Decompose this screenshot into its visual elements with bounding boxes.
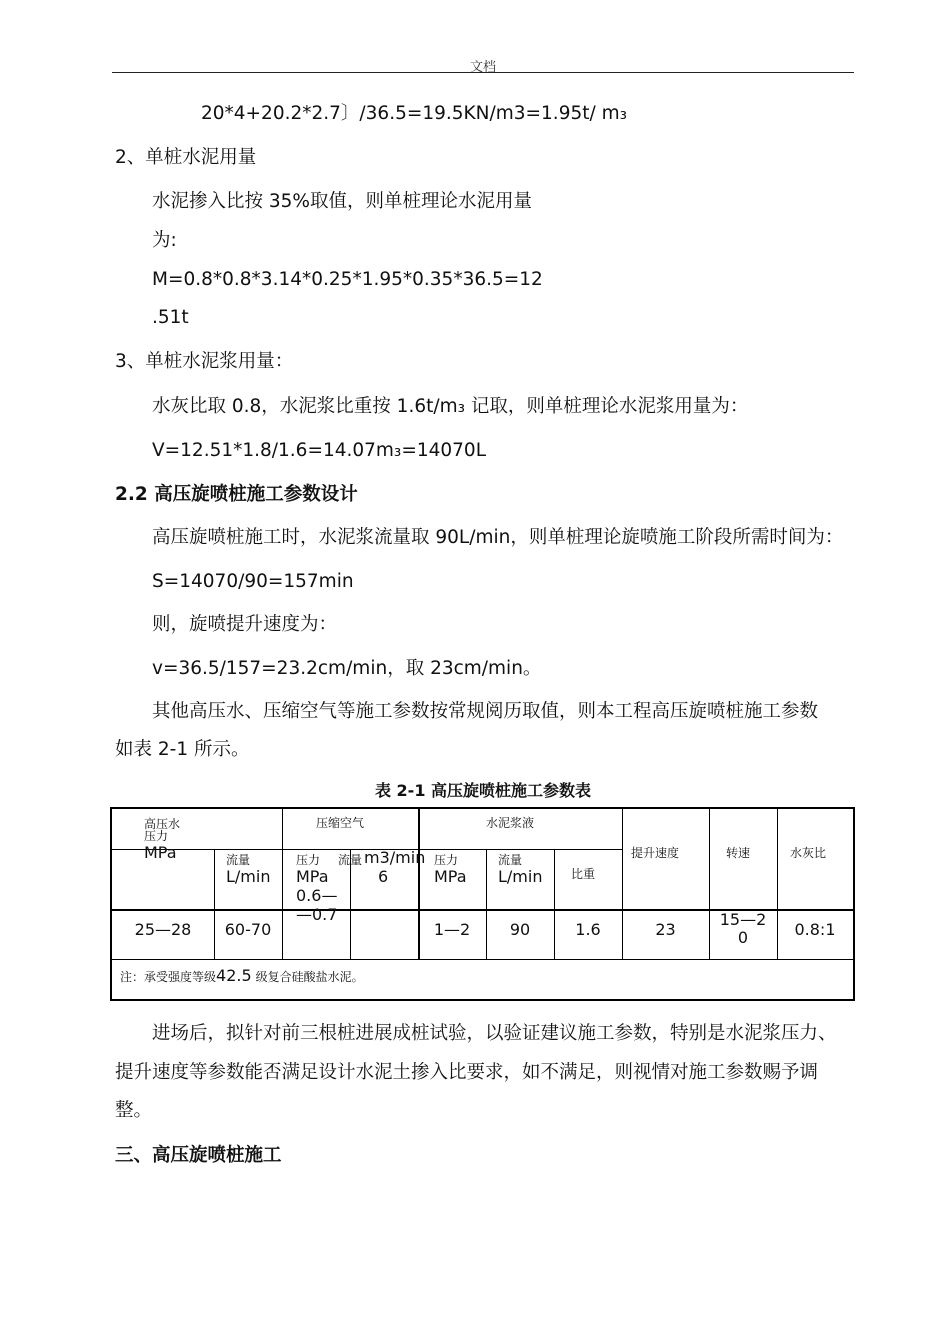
note-prefix: 注：承受强度等级 <box>120 970 217 984</box>
lift-speed-label: 提升速度 <box>631 846 680 860</box>
air-flow-value: 6 <box>378 867 389 886</box>
other-params-text-2: 如表 2-1 所示。 <box>115 739 250 760</box>
flow-text: 高压旋喷桩施工时，水泥浆流量取 90L/min，则单桩理论旋喷施工阶段所需时间为： <box>152 527 844 548</box>
cell-slurry-flow: 90 <box>509 920 531 939</box>
item-cement-amount: 2、单桩水泥用量 <box>115 147 257 168</box>
other-params-text: 其他高压水、压缩空气等施工参数按常规阅历取值，则本工程高压旋喷桩施工参数 <box>152 701 819 722</box>
cell-wc-ratio: 0.8:1 <box>794 920 836 939</box>
page-header <box>112 56 854 73</box>
cement-ratio-text-2: 为: <box>152 230 177 251</box>
slurry-pressure-unit: MPa <box>434 867 467 886</box>
cell-rotation: 15—2 <box>719 910 767 929</box>
slurry-flow-label: 流量 <box>498 853 523 867</box>
cell-rotation-2: 0 <box>737 928 749 947</box>
cell-density: 1.6 <box>575 920 601 939</box>
table-caption: 表 2-1 高压旋喷桩施工参数表 <box>374 781 592 800</box>
formula-lift-speed: v=36.5/157=23.2cm/min，取 23cm/min。 <box>152 658 542 679</box>
params-table <box>110 807 855 1001</box>
air-pressure-range-2: —0.7 <box>296 905 338 924</box>
hp-pressure-label: 压力 <box>144 829 169 843</box>
cell-hp-pressure: 25—28 <box>134 920 192 939</box>
hp-water-label: 高压水 <box>144 817 181 831</box>
trial-text-3: 整。 <box>115 1100 153 1121</box>
formula-cement-2: .51t <box>152 307 189 328</box>
air-pressure-unit: MPa <box>296 867 329 886</box>
hp-flow-label: 流量 <box>226 853 251 867</box>
slurry-ratio-text: 水灰比取 0.8，水泥浆比重按 1.6t/m₃ 记取，则单桩理论水泥浆用量为： <box>152 396 749 417</box>
header-title: 文档 <box>469 60 496 75</box>
slurry-flow-unit: L/min <box>498 867 543 886</box>
comp-air-label: 压缩空气 <box>316 816 365 830</box>
formula-cement: M=0.8*0.8*3.14*0.25*1.95*0.35*36.5=12 <box>152 269 543 290</box>
formula-density: 20*4+20.2*2.7〕/36.5=19.5KN/m3=1.95t/ m₃ <box>201 103 628 124</box>
formula-slurry: V=12.51*1.8/1.6=14.07m₃=14070L <box>152 440 487 461</box>
cell-lift-speed: 23 <box>655 920 676 939</box>
rule-row-bottom <box>112 959 853 960</box>
note-grade: 42.5 <box>216 966 252 985</box>
rule-v2 <box>282 809 283 959</box>
density-label: 比重 <box>571 867 596 881</box>
formula-time: S=14070/90=157min <box>152 571 354 592</box>
slurry-pressure-label: 压力 <box>434 853 459 867</box>
table-note <box>120 966 364 985</box>
rule-v1 <box>214 849 215 959</box>
cell-hp-flow: 60-70 <box>224 920 272 939</box>
lift-speed-text: 则，旋喷提升速度为： <box>152 614 338 635</box>
section-heading-2-2: 2.2 高压旋喷桩施工参数设计 <box>115 484 358 505</box>
cell-slurry-pressure: 1—2 <box>433 920 471 939</box>
trial-text: 进场后，拟针对前三根桩进展成桩试验，以验证建议施工参数，特别是水泥浆压力、 <box>152 1023 837 1044</box>
rotation-label: 转速 <box>726 846 751 860</box>
rule-v6 <box>554 849 555 959</box>
air-flow-unit: m3/min <box>364 848 426 867</box>
air-pressure-label: 压力 <box>296 853 321 867</box>
rule-v5 <box>486 849 487 959</box>
note-suffix: 级复合硅酸盐水泥。 <box>255 970 364 984</box>
air-pressure-range: 0.6— <box>296 886 338 905</box>
wc-ratio-label: 水灰比 <box>790 846 827 860</box>
slurry-label: 水泥浆液 <box>486 816 535 830</box>
hp-flow-unit: L/min <box>226 867 271 886</box>
item-slurry-amount: 3、单桩水泥浆用量： <box>115 351 294 372</box>
trial-text-2: 提升速度等参数能否满足设计水泥土掺入比要求，如不满足，则视情对施工参数赐予调 <box>115 1062 819 1083</box>
cement-ratio-text: 水泥掺入比按 35%取值，则单桩理论水泥用量 <box>152 191 533 212</box>
section-heading-3: 三、高压旋喷桩施工 <box>115 1145 282 1166</box>
hp-pressure-unit: MPa <box>144 843 177 862</box>
air-flow-label: 流量 <box>338 853 363 867</box>
